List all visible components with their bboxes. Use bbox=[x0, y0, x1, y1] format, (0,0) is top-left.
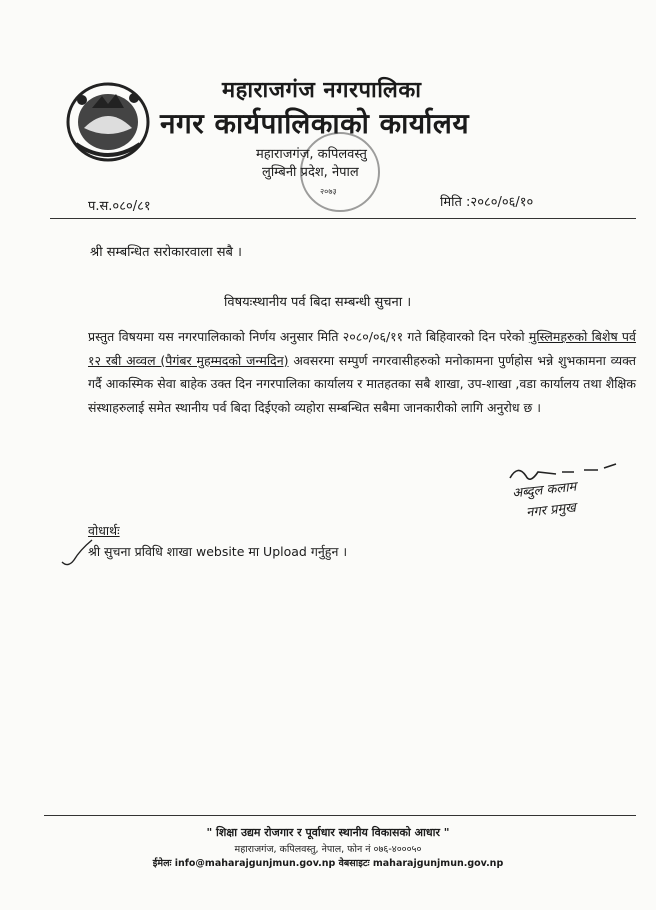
signatory-name: अब्दुल कलाम bbox=[511, 479, 578, 502]
letter-date: मिति :२०८०/०६/१० bbox=[440, 195, 534, 210]
footer-motto: " शिक्षा उद्यम रोजगार र पूर्वाधार स्थानीय विकासको आधार " bbox=[206, 826, 450, 839]
body-text-part2: अवसरमा सम्पुर्ण नगरवासीहरुको मनोकामना पुर्णहोस भन्ने शुभकामना व्यक्त गर्दै आकस्मिक सेवा बाहेक उक्त दिन नगरपालिका कार्यालय र मातहतका सबै शाखा, उप-शाखा ,वडा कार्यालय तथा शैक्षिक संस्थाहरुलाई समेत स्थानीय पर्व बिदा दिईएको व्यहोरा सम्बन्धित सबैमा जानकारीको लागि अनुरोध छ । bbox=[88, 352, 636, 415]
footer-divider bbox=[44, 815, 636, 816]
footer-email-website: ईमेलः info@maharajgunjmun.gov.np वेबसाइटः maharajgunjmun.gov.np bbox=[152, 858, 504, 869]
municipality-name: महाराजगंज नगरपालिका bbox=[222, 78, 422, 103]
address-line-1: महाराजगंज, कपिलवस्तु bbox=[256, 147, 367, 162]
body-paragraph bbox=[88, 325, 636, 419]
office-name: नगर कार्यपालिकाको कार्यालय bbox=[160, 107, 470, 140]
header-divider bbox=[50, 218, 636, 219]
signatory-title: नगर प्रमुख bbox=[525, 500, 577, 521]
footer-contact: महाराजगंज, कपिलवस्तु, नेपाल, फोन नं ०७६-४०००५० bbox=[234, 844, 422, 855]
addressee: श्री सम्बन्धित सरोकारवाला सबै । bbox=[90, 245, 242, 260]
body-text-underlined: मुस्लिमहरुको बिशेष पर्व १२ रबी अव्वल (पैगंबर मुहम्मदको जन्मदिन) bbox=[88, 329, 636, 368]
reference-number: प.स.०८०/८१ bbox=[88, 199, 151, 214]
nepal-emblem-icon bbox=[62, 74, 154, 166]
cc-item: श्री सुचना प्रविधि शाखा website मा Upload गर्नुहुन । bbox=[88, 544, 348, 559]
address-line-2: लुम्बिनी प्रदेश, नेपाल bbox=[262, 165, 359, 180]
body-text-part1: प्रस्तुत विषयमा यस नगरपालिकाको निर्णय अनुसार मिति २०८०/०६/११ गते बिहिवारको दिन परेको bbox=[88, 329, 529, 344]
subject-line: विषयःस्थानीय पर्व बिदा सम्बन्धी सुचना । bbox=[224, 295, 412, 310]
office-stamp bbox=[300, 132, 380, 212]
cc-label: वोधार्थः bbox=[88, 523, 120, 538]
stamp-text: २०७३ bbox=[320, 187, 337, 196]
